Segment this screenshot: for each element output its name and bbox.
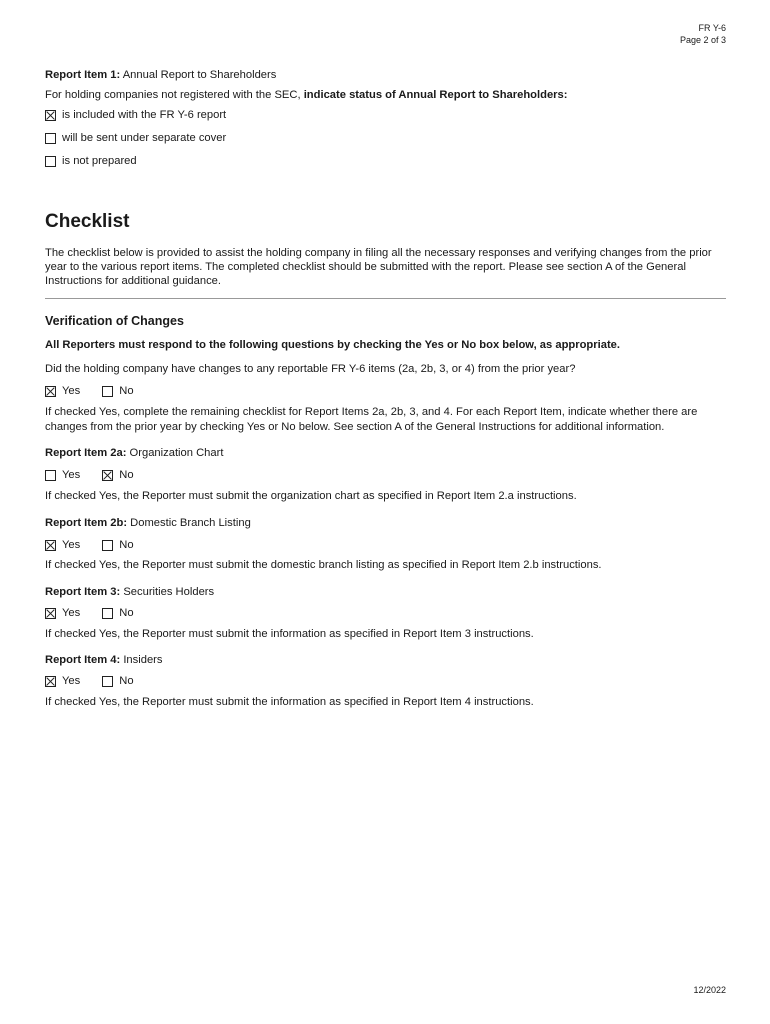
verification-followup: If checked Yes, complete the remaining checklist for Report Items 2a, 2b, 3, and 4. For each Report Item, indicate whether there are changes from the prior year by checking Yes or No below. See section A of the General Instructions for additional information. [45,406,698,433]
checkbox-checked[interactable] [45,540,56,551]
checkbox-checked[interactable] [45,386,56,397]
checkbox-unchecked[interactable] [102,540,113,551]
report-item-4-no-option[interactable] [102,675,133,687]
form-number: FR Y-6 [698,23,726,33]
yes-label: Yes [62,539,81,551]
no-label: No [119,675,134,687]
report-item-1-title: Annual Report to Shareholders [122,69,277,81]
report-item-3-note: If checked Yes, the Reporter must submit the information as specified in Report Item 3 instructions. [45,628,534,640]
page-header [680,22,726,46]
report-item-2a-label: Report Item 2a: [45,447,127,459]
checkbox-unchecked[interactable] [102,608,113,619]
report-item-4-note: If checked Yes, the Reporter must submit the information as specified in Report Item 4 instructions. [45,696,534,708]
verification-yes-option[interactable] [45,385,80,397]
yes-label: Yes [62,469,81,481]
yes-label: Yes [62,607,81,619]
verification-instruction: All Reporters must respond to the following questions by checking the Yes or No box below, as appropriate. [45,339,621,351]
checkbox-checked[interactable] [102,470,113,481]
verification-no-option[interactable] [102,385,133,397]
verification-yes-no [45,385,134,397]
report-item-4-yes-option[interactable] [45,675,80,687]
option-label: is included with the FR Y-6 report [62,109,227,121]
annual-report-option-separate[interactable] [45,132,226,144]
yes-label: Yes [62,385,81,397]
option-label: is not prepared [62,155,137,167]
page-number: Page 2 of 3 [679,35,726,45]
report-item-2a-no-option[interactable] [102,469,133,481]
checkbox-unchecked[interactable] [45,156,56,167]
report-item-2a-yes-no [45,469,134,481]
report-item-4-label: Report Item 4: [45,654,121,666]
checkbox-unchecked[interactable] [102,386,113,397]
annual-report-option-included[interactable] [45,109,226,121]
report-item-4-title: Insiders [123,654,163,666]
report-item-3-heading [45,585,214,599]
report-item-2a-title: Organization Chart [129,447,224,459]
checkbox-checked[interactable] [45,110,56,121]
report-item-2a-note: If checked Yes, the Reporter must submit the organization chart as specified in Report Item 2.a instructions. [45,490,577,502]
report-item-2b-note: If checked Yes, the Reporter must submit the domestic branch listing as specified in Report Item 2.b instructions. [45,559,602,571]
report-item-2a-heading [45,446,223,460]
report-item-2a-yes-option[interactable] [45,469,80,481]
report-item-3-yes-option[interactable] [45,607,80,619]
checkbox-unchecked[interactable] [102,676,113,687]
no-label: No [119,385,134,397]
report-item-2b-yes-no [45,539,134,551]
no-label: No [119,539,134,551]
report-item-4-yes-no [45,675,134,687]
option-label: will be sent under separate cover [62,132,227,144]
report-item-1-intro [45,88,567,102]
yes-label: Yes [62,675,81,687]
report-item-1-heading [45,68,276,82]
report-item-1-intro-text: For holding companies not registered with the SEC, [45,89,304,101]
no-label: No [119,607,134,619]
checkbox-checked[interactable] [45,676,56,687]
report-item-3-no-option[interactable] [102,607,133,619]
report-item-3-yes-no [45,607,134,619]
verification-question: Did the holding company have changes to any reportable FR Y-6 items (2a, 2b, 3, or 4) from the prior year? [45,363,576,375]
checkbox-unchecked[interactable] [45,470,56,481]
checklist-title: Checklist [45,211,130,232]
checkbox-unchecked[interactable] [45,133,56,144]
report-item-2b-title: Domestic Branch Listing [130,517,251,529]
report-item-2b-no-option[interactable] [102,539,133,551]
checklist-description: The checklist below is provided to assist the holding company in filing all the necessary responses and verifying changes from the prior year to the various report items. The completed checklist should be submitted with the report. Please see section A of the General Instructions for additional guidance. [45,247,712,287]
report-item-4-heading [45,653,163,667]
verification-title: Verification of Changes [45,314,184,328]
annual-report-option-not-prepared[interactable] [45,155,137,167]
report-item-1-intro-bold: indicate status of Annual Report to Shareholders: [303,89,568,101]
report-item-3-title: Securities Holders [123,586,215,598]
report-item-2b-heading [45,516,251,530]
report-item-1-label: Report Item 1: [45,69,121,81]
report-item-2b-yes-option[interactable] [45,539,80,551]
report-item-3-label: Report Item 3: [45,586,121,598]
checkbox-checked[interactable] [45,608,56,619]
no-label: No [119,469,134,481]
footer-date: 12/2022 [693,985,726,995]
section-divider [45,298,726,299]
report-item-2b-label: Report Item 2b: [45,517,128,529]
